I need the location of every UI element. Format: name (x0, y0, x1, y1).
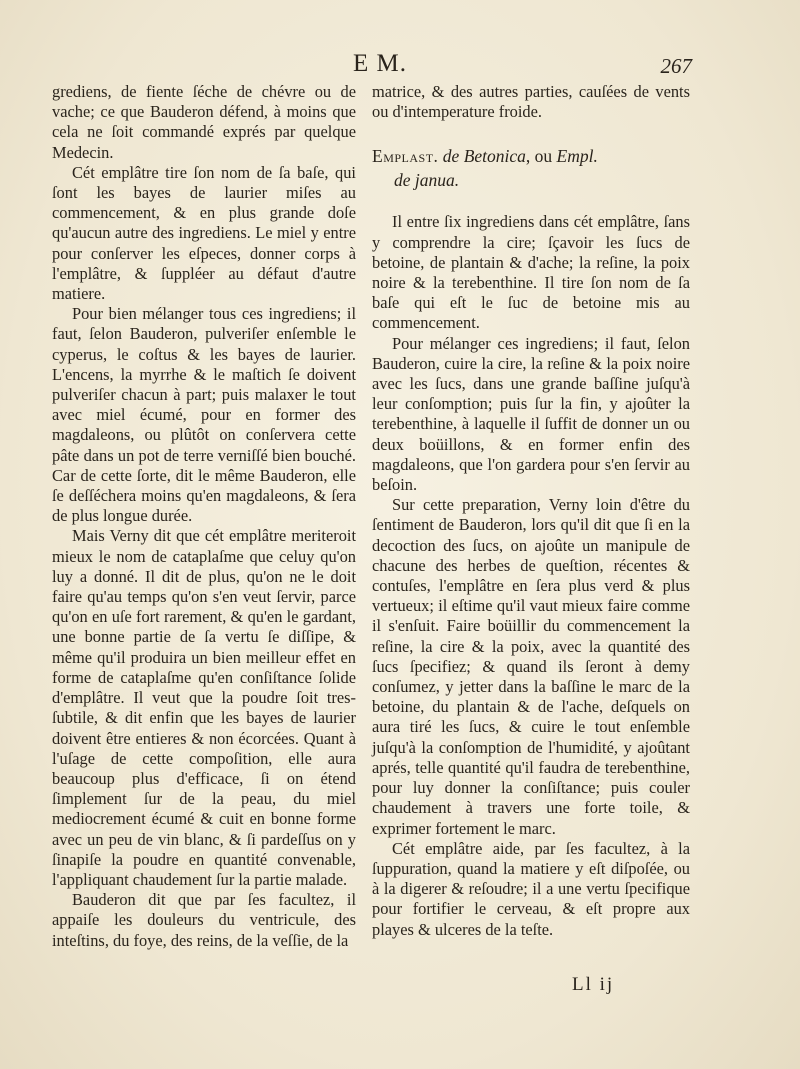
paragraph: Mais Verny dit que cét emplâtre meriteroit mieux le nom de cataplaſme que celuy qu'on luy a donné. Il dit de plus, qu'on ne le doit faire qu'au temps qu'on s'en veut ſervir, parce qu'on en uſe fort rarement, & qu'en le gardant, une bonne partie de ſa vertu ſe diſſipe, & même qu'il produira un bien meilleur effet en forme de cataplaſme qu'en conſiſtance ſolide d'emplâtre. Il veut que la poudre ſoit tres-ſubtile, & dit enfin que les bayes de laurier doivent être entieres & non écorcées. Quant à l'uſage de cette compoſition, elle aura beaucoup plus d'efficace, ſi on étend ſimplement ſur de la peau, du miel mediocrement écumé & cuit en bonne forme avec un peu de vin blanc, & ſi pardeſſus on y ſinapiſe la poudre en quantité convenable, l'appliquant chaudement ſur la partie malade. (52, 526, 356, 889)
paragraph: Sur cette preparation, Verny loin d'être du ſentiment de Bauderon, lors qu'il dit que ſi en la decoction des ſucs, on ajoûte un manipule de chacune des herbes de queſtion, récentes & contuſes, l'emplâtre en ſera plus verd & plus vertueux; il eſtime qu'il vaut mieux faire comme il s'enſuit. Faire boüillir du commencement la reſine, la cire & la poix, avec la quantité des ſucs ſpecifiez; & quand ils ſeront à demy conſumez, y jetter dans la baſſine le marc de la betoine, du plantain & de l'ache, deſquels on aura tiré les ſucs, & cuire le tout enſemble juſqu'à la conſomption de l'humidité, y ajoûtant aprés, telle quantité qu'il faudra de terebenthine, pour luy donner la conſiſtance; puis couler chaudement à travers une forte toile, & exprimer fortement le marc. (372, 495, 690, 838)
paragraph-continuation: matrice, & des autres parties, cauſées de vents ou d'intemperature froide. (372, 82, 690, 122)
heading-italic: de Betonica (442, 146, 526, 167)
left-column (52, 82, 356, 951)
paragraph: Bauderon dit que par ſes facultez, il appaiſe les douleurs du ventricule, des inteſtins, du foye, des reins, de la veſſie, de la (52, 890, 356, 950)
paragraph: Cét emplâtre tire ſon nom de ſa baſe, qui ſont les bayes de laurier miſes au commencement, & en plus grande doſe qu'aucun autre des ingrediens. Le miel y entre pour conſerver les eſpeces, donner corps à l'emplâtre, & ſuppléer au défaut d'autre matiere. (52, 162, 356, 304)
paragraph: Cét emplâtre aide, par ſes facultez, à la ſuppuration, quand la matiere y eſt diſpoſée, ou à la digerer & reſoudre; il a une vertu ſpecifique pour fortifier le cerveau, & eſt propre aux playes & ulceres de la teſte. (372, 838, 690, 939)
paragraph: Pour bien mélanger tous ces ingrediens; il faut, ſelon Bauderon, pulveriſer enſemble le cyperus, le coſtus & les bayes de laurier. L'encens, la myrrhe & le maſtich ſe doivent pulveriſer chacun à part; puis malaxer le tout avec miel écumé, pour en former des magdaleons, ou plûtôt on conſervera cette pâte dans un pot de terre verniſſé bien bouché. Car de cette ſorte, dit le même Bauderon, elle ſe deſſéchera moins qu'en magdaleons, & ſera de plus longue durée. (52, 304, 356, 526)
paragraph: grediens, de fiente ſéche de chévre ou de vache; ce que Bauderon défend, à moins que cela ne ſoit commandé exprés par quelque Medecin. (52, 82, 356, 162)
heading-small-caps: Emplast. (372, 146, 439, 167)
running-title: E M. (353, 50, 407, 77)
heading-italic: de janua. (394, 170, 460, 191)
paragraph: Pour mélanger ces ingrediens; il faut, ſelon Bauderon, cuire la cire, la reſine & la poix noire avec les ſucs, dans une grande baſſine juſqu'à leur conſomption; puis ſur la fin, y ajoûter la terebenthine, à laquelle il ſuffit de donner un ou deux boüillons, & en former enfin des magdaleons, que l'on gardera pour s'en ſervir au beſoin. (372, 333, 690, 495)
right-column (372, 82, 690, 940)
section-heading (372, 144, 690, 192)
paragraph: Il entre ſix ingrediens dans cét emplâtre, ſans y comprendre la cire; ſçavoir les ſucs de betoine, de plantain & d'ache; la reſine, la poix noire & la terebenthine. Il tire ſon nom de ſa baſe qui eſt le ſuc de betoine mis au commencement. (372, 212, 690, 333)
signature-mark: Ll ij (572, 974, 615, 995)
heading-plain: , ou (525, 146, 553, 167)
page-number: 267 (660, 54, 692, 78)
running-header (0, 50, 800, 86)
heading-italic: Empl. (556, 146, 598, 167)
